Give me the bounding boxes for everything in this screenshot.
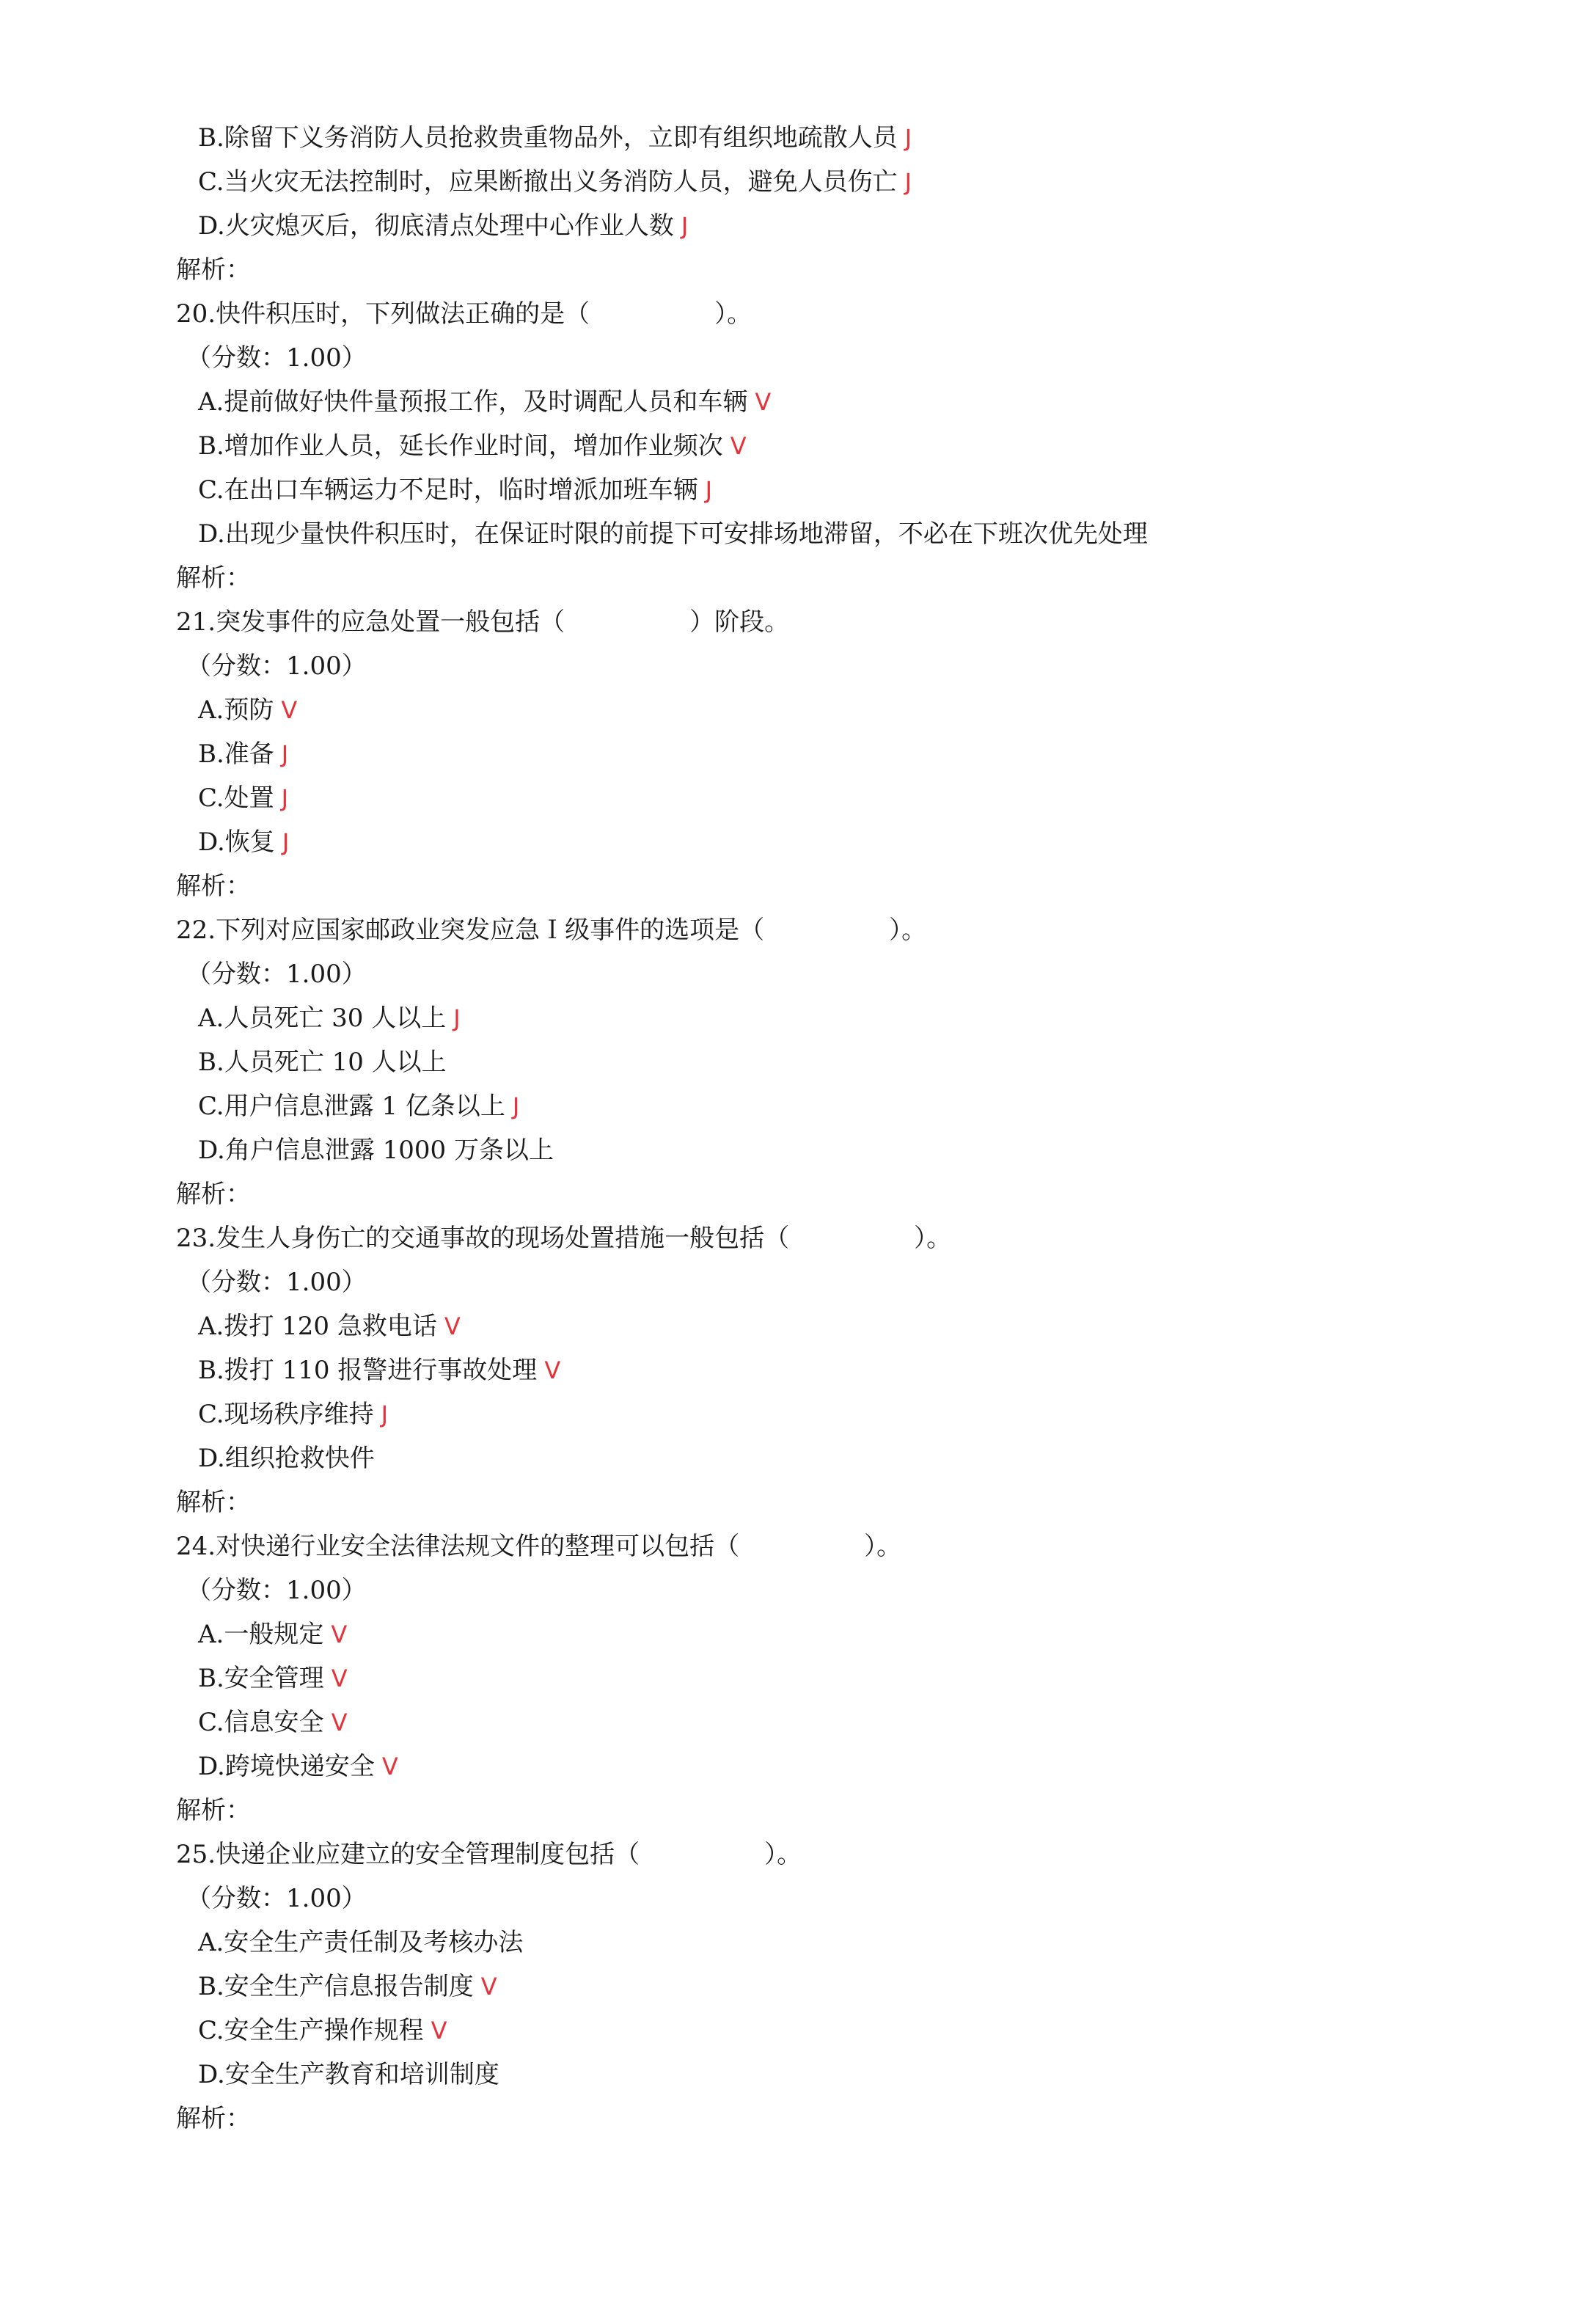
option-text: C.当火灾无法控制时，应果断撤出义务消防人员，避免人员伤亡 <box>198 167 898 197</box>
answer-option <box>176 776 1511 820</box>
answer-mark: V <box>331 1620 348 1648</box>
answer-mark: J <box>281 740 289 768</box>
option-text: B.增加作业人员，延长作业时间，增加作业频次 <box>198 431 723 461</box>
answer-mark: J <box>681 212 689 240</box>
answer-mark: V <box>331 1665 348 1692</box>
option-text: D.恢复 <box>198 827 275 857</box>
stem-text: 21.突发事件的应急处置一般包括（ <box>176 607 565 637</box>
option-text: D.跨境快递安全 <box>198 1752 375 1781</box>
stem-text-end: ）。 <box>764 1840 802 1869</box>
option-text: B.人员死亡 10 人以上 <box>198 1048 447 1077</box>
question-stem <box>176 1524 1511 1568</box>
stem-text: 22.下列对应国家邮政业突发应急Ｉ级事件的选项是（ <box>176 916 765 945</box>
answer-option <box>176 1040 1511 1084</box>
question-stem <box>176 292 1511 336</box>
option-text: A.预防 <box>198 695 274 725</box>
answer-option <box>176 1656 1511 1700</box>
stem-text-end: ）。 <box>714 299 752 329</box>
stem-text: 20.快件积压时，下列做法正确的是（ <box>176 299 590 329</box>
answer-mark: V <box>331 1709 348 1736</box>
stem-text: 25.快递企业应建立的安全管理制度包括（ <box>176 1840 640 1869</box>
analysis-label: 解析： <box>176 1180 251 1209</box>
analysis-label: 解析： <box>176 1796 251 1825</box>
answer-mark: V <box>730 432 747 460</box>
question-block <box>176 1216 1511 1524</box>
answer-option <box>176 1965 1511 2009</box>
option-text: B.除留下义务消防人员抢救贵重物品外，立即有组织地疏散人员 <box>198 123 898 153</box>
answer-mark: V <box>444 1312 461 1340</box>
answer-mark: V <box>381 1753 398 1780</box>
stem-text-end: ）阶段。 <box>689 607 790 637</box>
question-stem <box>176 600 1511 644</box>
analysis-label: 解析： <box>176 1488 251 1517</box>
answer-option <box>176 512 1511 556</box>
question-stem <box>176 1832 1511 1877</box>
stem-text-end: ）。 <box>914 1224 952 1253</box>
stem-text-end: ）。 <box>889 916 927 945</box>
answer-mark: V <box>755 388 772 416</box>
score-label: （分数：1.00） <box>186 651 367 681</box>
stem-text: 23.发生人身伤亡的交通事故的现场处置措施一般包括（ <box>176 1224 790 1253</box>
answer-option <box>176 1700 1511 1744</box>
answer-option <box>176 116 1511 160</box>
option-text: C.处置 <box>198 783 274 813</box>
analysis-label: 解析： <box>176 872 251 901</box>
option-text: D.组织抢救快件 <box>198 1444 375 1473</box>
answer-option <box>176 1612 1511 1656</box>
answer-option <box>176 1744 1511 1788</box>
previous-question-tail <box>176 116 1511 292</box>
option-text: D.角户信息泄露 1000 万条以上 <box>198 1136 554 1165</box>
score-label: （分数：1.00） <box>186 1268 367 1297</box>
answer-mark: J <box>381 1400 389 1428</box>
answer-option <box>176 1392 1511 1436</box>
stem-text: 24.对快递行业安全法律法规文件的整理可以包括（ <box>176 1532 740 1561</box>
option-text: D.出现少量快件积压时，在保证时限的前提下可安排场地滞留，不必在下班次优先处理 <box>198 519 1148 549</box>
exam-document <box>176 116 1511 2141</box>
question-stem <box>176 908 1511 952</box>
question-block <box>176 292 1511 600</box>
question-list <box>176 292 1511 2141</box>
analysis-label: 解析： <box>176 255 251 285</box>
score-label: （分数：1.00） <box>186 343 367 373</box>
answer-mark: J <box>512 1092 520 1120</box>
option-text: A.人员死亡 30 人以上 <box>198 1004 447 1033</box>
option-text: A.拨打 120 急救电话 <box>198 1312 437 1341</box>
answer-option <box>176 1128 1511 1172</box>
answer-mark: V <box>281 696 298 724</box>
answer-option <box>176 2053 1511 2097</box>
option-text: D.安全生产教育和培训制度 <box>198 2060 499 2089</box>
answer-mark: J <box>904 124 912 152</box>
option-text: C.信息安全 <box>198 1708 324 1737</box>
option-text: C.用户信息泄露 1 亿条以上 <box>198 1092 505 1121</box>
option-text: A.提前做好快件量预报工作，及时调配人员和车辆 <box>198 387 748 417</box>
answer-option <box>176 1921 1511 1965</box>
option-text: C.在出口车辆运力不足时，临时增派加班车辆 <box>198 475 698 505</box>
question-block <box>176 1832 1511 2141</box>
answer-option <box>176 424 1511 468</box>
answer-mark: J <box>904 168 912 196</box>
option-text: D.火灾熄灭后，彻底清点处理中心作业人数 <box>198 211 674 241</box>
score-label: （分数：1.00） <box>186 1884 367 1913</box>
option-text: B.安全生产信息报告制度 <box>198 1972 474 2001</box>
answer-mark: V <box>431 2017 447 2045</box>
answer-mark: V <box>480 1973 497 2000</box>
question-block <box>176 908 1511 1216</box>
answer-mark: J <box>281 784 289 812</box>
analysis-label: 解析： <box>176 563 251 593</box>
analysis-label: 解析： <box>176 2104 251 2133</box>
answer-mark: V <box>544 1356 561 1384</box>
question-block <box>176 600 1511 908</box>
question-stem <box>176 1216 1511 1260</box>
answer-mark: J <box>453 1004 461 1032</box>
answer-mark: J <box>282 828 290 856</box>
option-text: A.安全生产责任制及考核办法 <box>198 1928 524 1957</box>
answer-option <box>176 380 1511 424</box>
answer-mark: J <box>705 476 713 504</box>
option-text: B.准备 <box>198 739 274 769</box>
answer-option <box>176 688 1511 732</box>
answer-option <box>176 1436 1511 1480</box>
option-text: C.安全生产操作规程 <box>198 2016 424 2045</box>
answer-option <box>176 2009 1511 2053</box>
answer-option <box>176 732 1511 776</box>
answer-option <box>176 160 1511 204</box>
answer-option <box>176 1304 1511 1348</box>
option-text: B.拨打 110 报警进行事故处理 <box>198 1356 538 1385</box>
answer-option <box>176 820 1511 864</box>
answer-option <box>176 468 1511 512</box>
stem-text-end: ）。 <box>864 1532 902 1561</box>
option-text: B.安全管理 <box>198 1664 324 1693</box>
question-block <box>176 1524 1511 1832</box>
score-label: （分数：1.00） <box>186 1576 367 1605</box>
answer-option <box>176 1348 1511 1392</box>
option-text: A.一般规定 <box>198 1620 324 1649</box>
answer-option <box>176 204 1511 248</box>
answer-option <box>176 996 1511 1040</box>
score-label: （分数：1.00） <box>186 960 367 989</box>
option-text: C.现场秩序维持 <box>198 1400 374 1429</box>
answer-option <box>176 1084 1511 1128</box>
